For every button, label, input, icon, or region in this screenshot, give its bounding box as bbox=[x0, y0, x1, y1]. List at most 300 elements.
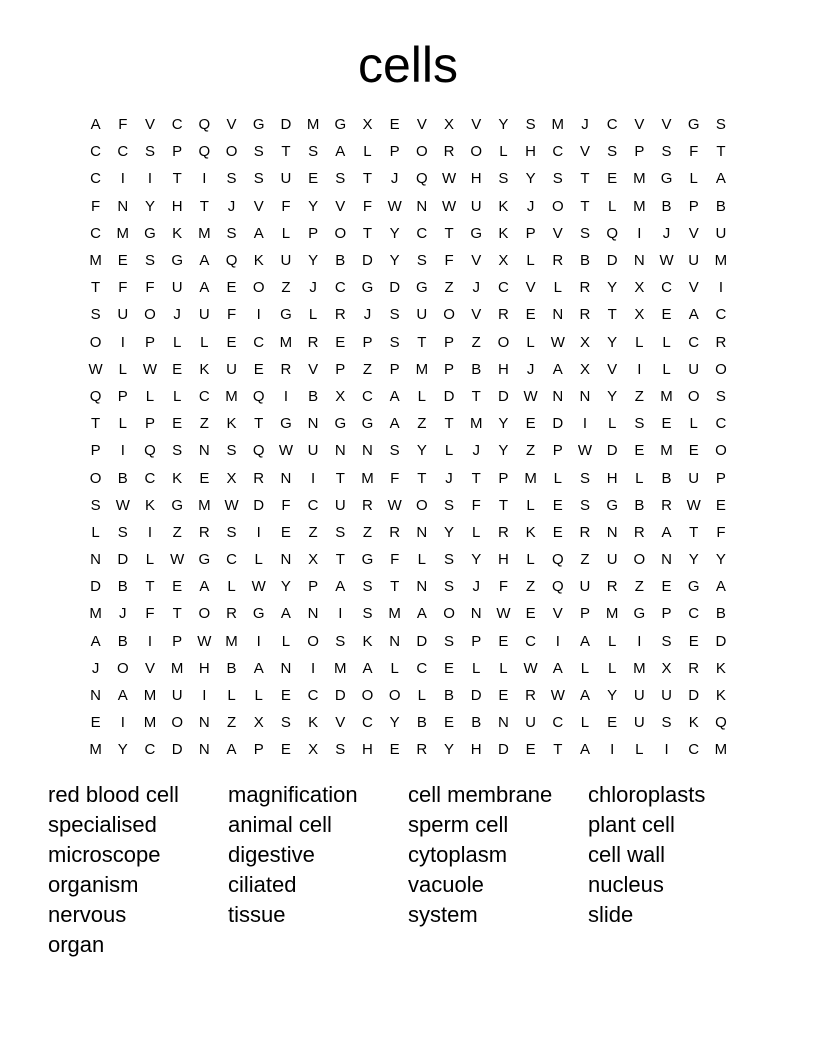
grid-letter[interactable]: T bbox=[254, 415, 264, 433]
grid-letter[interactable]: L bbox=[281, 632, 291, 650]
grid-letter[interactable]: G bbox=[633, 605, 646, 623]
grid-letter[interactable]: L bbox=[607, 415, 617, 433]
grid-letter[interactable]: M bbox=[415, 360, 429, 378]
grid-letter[interactable]: I bbox=[256, 632, 261, 650]
grid-letter[interactable]: U bbox=[688, 252, 700, 270]
grid-letter[interactable]: K bbox=[253, 252, 264, 270]
grid-letter[interactable]: R bbox=[307, 333, 319, 351]
grid-letter[interactable]: G bbox=[334, 415, 347, 433]
grid-letter[interactable]: E bbox=[607, 714, 618, 732]
grid-letter[interactable]: M bbox=[334, 659, 347, 677]
grid-letter[interactable]: U bbox=[117, 306, 129, 324]
grid-letter[interactable]: Q bbox=[551, 551, 564, 569]
grid-letter[interactable]: I bbox=[120, 714, 125, 732]
grid-letter[interactable]: Q bbox=[416, 170, 428, 188]
grid-letter[interactable]: V bbox=[607, 360, 618, 378]
grid-letter[interactable]: Z bbox=[172, 523, 182, 541]
grid-letter[interactable]: L bbox=[472, 659, 481, 677]
grid-letter[interactable]: U bbox=[688, 360, 700, 378]
grid-letter[interactable]: C bbox=[416, 224, 428, 242]
grid-letter[interactable]: L bbox=[607, 659, 617, 677]
grid-letter[interactable]: S bbox=[579, 469, 590, 487]
grid-letter[interactable]: L bbox=[635, 741, 644, 759]
grid-letter[interactable]: Y bbox=[144, 197, 155, 215]
grid-letter[interactable]: I bbox=[338, 605, 343, 623]
grid-letter[interactable]: P bbox=[498, 469, 509, 487]
grid-letter[interactable]: C bbox=[307, 496, 319, 514]
grid-letter[interactable]: S bbox=[226, 523, 237, 541]
grid-letter[interactable]: N bbox=[90, 687, 102, 705]
grid-letter[interactable]: L bbox=[526, 551, 535, 569]
grid-letter[interactable]: Y bbox=[389, 224, 400, 242]
grid-letter[interactable]: T bbox=[471, 469, 481, 487]
grid-letter[interactable]: N bbox=[334, 442, 346, 460]
grid-letter[interactable]: H bbox=[171, 197, 183, 215]
grid-letter[interactable]: A bbox=[688, 306, 699, 324]
grid-letter[interactable]: G bbox=[171, 252, 183, 270]
grid-letter[interactable]: N bbox=[416, 523, 428, 541]
grid-letter[interactable]: M bbox=[714, 252, 728, 270]
grid-letter[interactable]: A bbox=[199, 279, 210, 297]
grid-letter[interactable]: B bbox=[226, 659, 237, 677]
grid-letter[interactable]: A bbox=[90, 116, 101, 134]
grid-letter[interactable]: I bbox=[610, 741, 615, 759]
grid-letter[interactable]: M bbox=[660, 442, 673, 460]
grid-letter[interactable]: N bbox=[362, 442, 373, 460]
grid-letter[interactable]: E bbox=[308, 170, 319, 188]
grid-letter[interactable]: D bbox=[171, 741, 183, 759]
grid-letter[interactable]: M bbox=[225, 632, 238, 650]
grid-letter[interactable]: P bbox=[90, 442, 101, 460]
grid-letter[interactable]: A bbox=[579, 741, 590, 759]
grid-letter[interactable]: E bbox=[607, 170, 618, 188]
grid-letter[interactable]: K bbox=[498, 197, 509, 215]
grid-letter[interactable]: Z bbox=[634, 578, 644, 596]
grid-letter[interactable]: C bbox=[144, 741, 156, 759]
grid-letter[interactable]: L bbox=[526, 333, 535, 351]
grid-letter[interactable]: V bbox=[579, 143, 590, 161]
grid-letter[interactable]: M bbox=[633, 659, 646, 677]
grid-letter[interactable]: U bbox=[525, 714, 537, 732]
grid-letter[interactable]: S bbox=[280, 714, 291, 732]
grid-letter[interactable]: D bbox=[715, 632, 727, 650]
grid-letter[interactable]: H bbox=[525, 143, 537, 161]
grid-letter[interactable]: E bbox=[552, 523, 563, 541]
grid-letter[interactable]: P bbox=[525, 224, 536, 242]
grid-letter[interactable]: B bbox=[117, 469, 128, 487]
grid-letter[interactable]: N bbox=[198, 741, 210, 759]
grid-letter[interactable]: N bbox=[606, 523, 618, 541]
grid-letter[interactable]: W bbox=[251, 578, 266, 596]
grid-letter[interactable]: T bbox=[471, 387, 481, 405]
grid-letter[interactable]: U bbox=[334, 496, 346, 514]
grid-letter[interactable]: P bbox=[634, 143, 645, 161]
grid-letter[interactable]: Y bbox=[444, 523, 455, 541]
grid-letter[interactable]: I bbox=[147, 523, 153, 541]
grid-letter[interactable]: T bbox=[607, 306, 617, 324]
grid-letter[interactable]: E bbox=[688, 442, 699, 460]
grid-letter[interactable]: N bbox=[579, 387, 591, 405]
grid-letter[interactable]: G bbox=[361, 279, 374, 297]
grid-letter[interactable]: W bbox=[686, 496, 701, 514]
grid-letter[interactable]: F bbox=[444, 252, 454, 270]
grid-letter[interactable]: E bbox=[444, 714, 455, 732]
grid-letter[interactable]: C bbox=[416, 659, 428, 677]
grid-letter[interactable]: V bbox=[552, 224, 563, 242]
grid-letter[interactable]: M bbox=[633, 170, 646, 188]
grid-letter[interactable]: Q bbox=[551, 578, 564, 596]
grid-letter[interactable]: D bbox=[552, 415, 564, 433]
grid-letter[interactable]: F bbox=[145, 605, 155, 623]
grid-letter[interactable]: K bbox=[498, 224, 509, 242]
grid-letter[interactable]: U bbox=[688, 469, 700, 487]
grid-letter[interactable]: A bbox=[253, 659, 264, 677]
grid-letter[interactable]: E bbox=[634, 442, 645, 460]
grid-letter[interactable]: X bbox=[253, 714, 264, 732]
grid-letter[interactable]: E bbox=[253, 360, 264, 378]
grid-letter[interactable]: F bbox=[281, 496, 291, 514]
grid-letter[interactable]: I bbox=[202, 170, 207, 188]
grid-letter[interactable]: V bbox=[634, 116, 645, 134]
grid-letter[interactable]: U bbox=[171, 687, 183, 705]
grid-letter[interactable]: I bbox=[120, 442, 125, 460]
grid-letter[interactable]: W bbox=[88, 360, 103, 378]
grid-letter[interactable]: S bbox=[715, 387, 726, 405]
grid-letter[interactable]: M bbox=[633, 197, 646, 215]
grid-letter[interactable]: J bbox=[363, 306, 372, 324]
grid-letter[interactable]: L bbox=[444, 442, 454, 460]
grid-letter[interactable]: G bbox=[687, 578, 700, 596]
grid-letter[interactable]: U bbox=[606, 551, 618, 569]
grid-letter[interactable]: D bbox=[334, 687, 346, 705]
grid-letter[interactable]: W bbox=[387, 496, 402, 514]
grid-letter[interactable]: S bbox=[362, 605, 373, 623]
grid-letter[interactable]: U bbox=[198, 306, 210, 324]
grid-letter[interactable]: L bbox=[635, 333, 644, 351]
grid-letter[interactable]: J bbox=[581, 116, 589, 134]
grid-letter[interactable]: S bbox=[226, 224, 237, 242]
grid-letter[interactable]: R bbox=[688, 659, 700, 677]
grid-letter[interactable]: S bbox=[634, 415, 645, 433]
grid-letter[interactable]: A bbox=[552, 659, 563, 677]
grid-letter[interactable]: F bbox=[145, 279, 155, 297]
grid-letter[interactable]: T bbox=[417, 333, 427, 351]
grid-letter[interactable]: V bbox=[253, 197, 264, 215]
grid-letter[interactable]: W bbox=[550, 687, 565, 705]
grid-letter[interactable]: I bbox=[555, 632, 560, 650]
grid-letter[interactable]: A bbox=[416, 605, 427, 623]
grid-letter[interactable]: O bbox=[633, 551, 646, 569]
grid-letter[interactable]: I bbox=[147, 632, 153, 650]
grid-letter[interactable]: L bbox=[308, 306, 318, 324]
grid-letter[interactable]: O bbox=[361, 687, 374, 705]
grid-letter[interactable]: C bbox=[90, 143, 102, 161]
grid-letter[interactable]: H bbox=[362, 741, 373, 759]
grid-letter[interactable]: P bbox=[552, 442, 563, 460]
grid-letter[interactable]: A bbox=[552, 360, 563, 378]
grid-letter[interactable]: N bbox=[661, 551, 672, 569]
grid-letter[interactable]: W bbox=[224, 496, 239, 514]
grid-letter[interactable]: L bbox=[254, 551, 263, 569]
grid-letter[interactable]: M bbox=[388, 605, 401, 623]
grid-letter[interactable]: R bbox=[198, 523, 210, 541]
grid-letter[interactable]: O bbox=[388, 687, 401, 705]
grid-letter[interactable]: X bbox=[226, 469, 237, 487]
grid-letter[interactable]: E bbox=[498, 687, 509, 705]
grid-letter[interactable]: E bbox=[715, 496, 726, 514]
grid-letter[interactable]: G bbox=[470, 224, 483, 242]
grid-letter[interactable]: E bbox=[389, 741, 400, 759]
grid-letter[interactable]: O bbox=[171, 714, 183, 732]
grid-letter[interactable]: R bbox=[715, 333, 727, 351]
grid-letter[interactable]: B bbox=[444, 687, 455, 705]
grid-letter[interactable]: A bbox=[715, 578, 726, 596]
grid-letter[interactable]: I bbox=[664, 741, 669, 759]
grid-letter[interactable]: E bbox=[661, 415, 672, 433]
grid-letter[interactable]: I bbox=[256, 523, 261, 541]
grid-letter[interactable]: J bbox=[119, 605, 127, 623]
grid-letter[interactable]: C bbox=[688, 741, 700, 759]
grid-letter[interactable]: L bbox=[635, 469, 644, 487]
grid-letter[interactable]: M bbox=[89, 741, 102, 759]
grid-letter[interactable]: E bbox=[90, 714, 101, 732]
grid-letter[interactable]: I bbox=[147, 170, 153, 188]
grid-letter[interactable]: R bbox=[579, 279, 591, 297]
grid-letter[interactable]: S bbox=[444, 496, 455, 514]
grid-letter[interactable]: V bbox=[552, 605, 563, 623]
grid-letter[interactable]: Z bbox=[308, 523, 318, 541]
grid-letter[interactable]: F bbox=[390, 469, 400, 487]
grid-letter[interactable]: C bbox=[90, 224, 102, 242]
grid-letter[interactable]: K bbox=[172, 224, 183, 242]
grid-letter[interactable]: G bbox=[144, 224, 156, 242]
grid-letter[interactable]: F bbox=[281, 197, 291, 215]
grid-letter[interactable]: Z bbox=[281, 279, 291, 297]
grid-letter[interactable]: Z bbox=[526, 578, 536, 596]
grid-letter[interactable]: C bbox=[688, 605, 700, 623]
grid-letter[interactable]: T bbox=[145, 578, 155, 596]
grid-letter[interactable]: F bbox=[716, 523, 726, 541]
grid-letter[interactable]: C bbox=[715, 415, 727, 433]
grid-letter[interactable]: Y bbox=[688, 551, 699, 569]
grid-letter[interactable]: C bbox=[117, 143, 129, 161]
grid-letter[interactable]: T bbox=[444, 224, 454, 242]
grid-letter[interactable]: L bbox=[145, 551, 155, 569]
grid-letter[interactable]: L bbox=[662, 360, 671, 378]
grid-letter[interactable]: B bbox=[471, 360, 482, 378]
grid-letter[interactable]: T bbox=[444, 415, 454, 433]
grid-letter[interactable]: E bbox=[688, 632, 699, 650]
grid-letter[interactable]: T bbox=[689, 523, 699, 541]
grid-letter[interactable]: P bbox=[172, 143, 183, 161]
grid-letter[interactable]: N bbox=[552, 387, 564, 405]
grid-letter[interactable]: L bbox=[417, 551, 427, 569]
grid-letter[interactable]: W bbox=[115, 496, 130, 514]
grid-letter[interactable]: R bbox=[443, 143, 455, 161]
grid-letter[interactable]: J bbox=[445, 469, 453, 487]
grid-letter[interactable]: M bbox=[469, 415, 483, 433]
grid-letter[interactable]: F bbox=[498, 578, 508, 596]
grid-letter[interactable]: G bbox=[361, 551, 374, 569]
grid-letter[interactable]: Z bbox=[526, 442, 536, 460]
grid-letter[interactable]: R bbox=[525, 687, 537, 705]
grid-letter[interactable]: U bbox=[280, 252, 292, 270]
grid-letter[interactable]: N bbox=[198, 714, 210, 732]
grid-letter[interactable]: Y bbox=[308, 252, 319, 270]
grid-letter[interactable]: C bbox=[253, 333, 265, 351]
grid-letter[interactable]: S bbox=[444, 551, 455, 569]
grid-letter[interactable]: P bbox=[144, 333, 155, 351]
grid-letter[interactable]: T bbox=[553, 741, 563, 759]
grid-letter[interactable]: E bbox=[199, 469, 210, 487]
grid-letter[interactable]: D bbox=[443, 387, 455, 405]
grid-letter[interactable]: T bbox=[172, 605, 182, 623]
grid-letter[interactable]: E bbox=[661, 306, 672, 324]
grid-letter[interactable]: S bbox=[144, 252, 155, 270]
grid-letter[interactable]: Y bbox=[607, 387, 618, 405]
grid-letter[interactable]: X bbox=[362, 116, 373, 134]
grid-letter[interactable]: O bbox=[443, 605, 455, 623]
grid-letter[interactable]: Y bbox=[280, 578, 291, 596]
grid-letter[interactable]: L bbox=[689, 170, 698, 188]
grid-letter[interactable]: C bbox=[552, 714, 564, 732]
grid-letter[interactable]: Y bbox=[715, 551, 726, 569]
grid-letter[interactable]: G bbox=[198, 551, 211, 569]
grid-letter[interactable]: O bbox=[416, 496, 428, 514]
grid-letter[interactable]: S bbox=[579, 224, 590, 242]
grid-letter[interactable]: S bbox=[661, 714, 672, 732]
grid-letter[interactable]: M bbox=[198, 496, 211, 514]
grid-letter[interactable]: X bbox=[579, 360, 590, 378]
grid-letter[interactable]: A bbox=[280, 605, 291, 623]
grid-letter[interactable]: K bbox=[525, 523, 536, 541]
grid-letter[interactable]: S bbox=[90, 306, 101, 324]
grid-letter[interactable]: L bbox=[281, 224, 291, 242]
grid-letter[interactable]: T bbox=[172, 170, 182, 188]
grid-letter[interactable]: A bbox=[199, 252, 210, 270]
grid-letter[interactable]: M bbox=[116, 224, 130, 242]
grid-letter[interactable]: Y bbox=[471, 551, 482, 569]
grid-letter[interactable]: M bbox=[361, 469, 374, 487]
grid-letter[interactable]: J bbox=[91, 659, 100, 677]
grid-letter[interactable]: B bbox=[471, 714, 482, 732]
grid-letter[interactable]: Y bbox=[117, 741, 128, 759]
grid-letter[interactable]: F bbox=[390, 551, 400, 569]
grid-letter[interactable]: S bbox=[389, 306, 400, 324]
grid-letter[interactable]: G bbox=[361, 415, 374, 433]
grid-letter[interactable]: Z bbox=[362, 523, 373, 541]
grid-letter[interactable]: D bbox=[497, 387, 509, 405]
grid-letter[interactable]: U bbox=[470, 197, 482, 215]
grid-letter[interactable]: E bbox=[226, 333, 237, 351]
grid-letter[interactable]: R bbox=[280, 360, 292, 378]
grid-letter[interactable]: X bbox=[444, 116, 455, 134]
grid-letter[interactable]: Y bbox=[607, 333, 618, 351]
grid-letter[interactable]: G bbox=[660, 170, 673, 188]
grid-letter[interactable]: R bbox=[497, 523, 509, 541]
grid-letter[interactable]: S bbox=[172, 442, 183, 460]
grid-letter[interactable]: A bbox=[335, 143, 346, 161]
grid-letter[interactable]: P bbox=[715, 469, 726, 487]
grid-letter[interactable]: S bbox=[226, 170, 237, 188]
grid-letter[interactable]: E bbox=[552, 496, 563, 514]
grid-letter[interactable]: Q bbox=[198, 116, 211, 134]
grid-letter[interactable]: C bbox=[661, 279, 672, 297]
grid-letter[interactable]: N bbox=[280, 469, 292, 487]
grid-letter[interactable]: X bbox=[335, 387, 346, 405]
grid-letter[interactable]: X bbox=[308, 741, 319, 759]
grid-letter[interactable]: G bbox=[252, 116, 265, 134]
grid-letter[interactable]: T bbox=[362, 224, 373, 242]
grid-letter[interactable]: O bbox=[225, 143, 238, 161]
grid-letter[interactable]: S bbox=[579, 496, 590, 514]
grid-letter[interactable]: H bbox=[606, 469, 618, 487]
grid-letter[interactable]: F bbox=[471, 496, 481, 514]
grid-letter[interactable]: K bbox=[715, 659, 726, 677]
grid-letter[interactable]: N bbox=[280, 659, 292, 677]
grid-letter[interactable]: H bbox=[198, 659, 210, 677]
grid-letter[interactable]: A bbox=[661, 523, 672, 541]
grid-letter[interactable]: C bbox=[307, 687, 319, 705]
grid-letter[interactable]: R bbox=[226, 605, 237, 623]
grid-letter[interactable]: E bbox=[525, 741, 536, 759]
grid-letter[interactable]: Z bbox=[362, 360, 373, 378]
grid-letter[interactable]: Y bbox=[498, 116, 509, 134]
grid-letter[interactable]: C bbox=[552, 143, 564, 161]
grid-letter[interactable]: P bbox=[308, 224, 319, 242]
grid-letter[interactable]: S bbox=[444, 578, 455, 596]
grid-letter[interactable]: M bbox=[605, 605, 619, 623]
grid-letter[interactable]: V bbox=[308, 360, 319, 378]
grid-letter[interactable]: M bbox=[225, 387, 238, 405]
grid-letter[interactable]: I bbox=[202, 687, 207, 705]
grid-letter[interactable]: N bbox=[552, 306, 564, 324]
grid-letter[interactable]: K bbox=[308, 714, 319, 732]
grid-letter[interactable]: W bbox=[577, 442, 593, 460]
grid-letter[interactable]: K bbox=[199, 360, 210, 378]
grid-letter[interactable]: C bbox=[362, 714, 373, 732]
grid-letter[interactable]: H bbox=[497, 360, 509, 378]
grid-letter[interactable]: J bbox=[526, 360, 535, 378]
grid-letter[interactable]: P bbox=[335, 360, 346, 378]
grid-letter[interactable]: Y bbox=[416, 442, 427, 460]
grid-letter[interactable]: I bbox=[718, 279, 723, 297]
grid-letter[interactable]: O bbox=[551, 197, 564, 215]
grid-letter[interactable]: S bbox=[607, 143, 618, 161]
grid-letter[interactable]: E bbox=[498, 632, 509, 650]
grid-letter[interactable]: G bbox=[280, 306, 292, 324]
grid-letter[interactable]: R bbox=[579, 306, 591, 324]
grid-letter[interactable]: B bbox=[715, 605, 726, 623]
grid-letter[interactable]: L bbox=[227, 687, 236, 705]
grid-letter[interactable]: S bbox=[253, 143, 264, 161]
grid-letter[interactable]: B bbox=[634, 496, 645, 514]
grid-letter[interactable]: Q bbox=[144, 442, 156, 460]
grid-letter[interactable]: C bbox=[688, 333, 700, 351]
grid-letter[interactable]: J bbox=[662, 224, 671, 242]
grid-letter[interactable]: U bbox=[226, 360, 237, 378]
grid-letter[interactable]: U bbox=[633, 714, 645, 732]
grid-letter[interactable]: W bbox=[441, 170, 457, 188]
grid-letter[interactable]: Z bbox=[634, 387, 644, 405]
grid-letter[interactable]: L bbox=[662, 333, 671, 351]
grid-letter[interactable]: L bbox=[390, 659, 399, 677]
grid-letter[interactable]: Y bbox=[308, 197, 319, 215]
grid-letter[interactable]: V bbox=[335, 714, 346, 732]
grid-letter[interactable]: G bbox=[171, 496, 183, 514]
grid-letter[interactable]: S bbox=[362, 578, 373, 596]
grid-letter[interactable]: P bbox=[144, 415, 155, 433]
